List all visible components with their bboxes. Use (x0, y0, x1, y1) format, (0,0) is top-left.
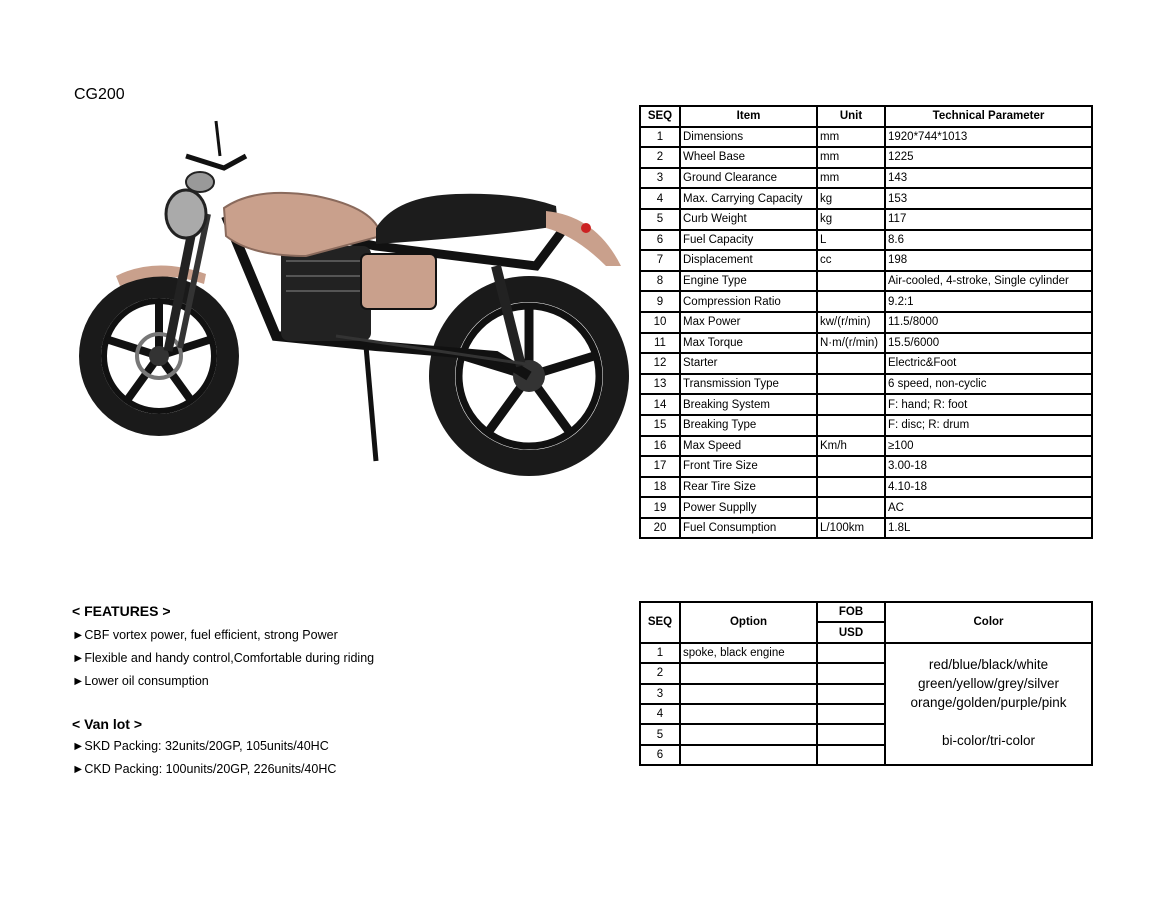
table-row (640, 497, 1092, 518)
table-row (640, 477, 1092, 498)
unit-cell: L (817, 230, 885, 251)
item-cell: Rear Tire Size (680, 477, 817, 498)
van-lot-heading: < Van lot > (72, 716, 143, 732)
parameter-cell: AC (885, 497, 1092, 518)
seq-cell: 16 (640, 436, 680, 457)
front-wheel (79, 276, 239, 436)
table-row (640, 271, 1092, 292)
option-cell (680, 724, 817, 744)
table-row (640, 518, 1092, 539)
table-row (640, 436, 1092, 457)
seq-cell: 14 (640, 394, 680, 415)
seq-cell: 1 (640, 643, 680, 663)
unit-cell: mm (817, 147, 885, 168)
seq-cell: 6 (640, 230, 680, 251)
table-row (640, 353, 1092, 374)
packing-item: ►SKD Packing: 32units/20GP, 105units/40HC (72, 739, 329, 753)
table-row (640, 374, 1092, 395)
parameter-cell: 1225 (885, 147, 1092, 168)
fob-cell (817, 745, 885, 765)
seq-cell: 1 (640, 127, 680, 148)
item-cell: Max Torque (680, 333, 817, 354)
seq-cell: 8 (640, 271, 680, 292)
item-cell: Max Speed (680, 436, 817, 457)
option-cell (680, 745, 817, 765)
item-cell: Front Tire Size (680, 456, 817, 477)
item-cell: Engine Type (680, 271, 817, 292)
item-cell: Transmission Type (680, 374, 817, 395)
seq-cell: 9 (640, 291, 680, 312)
parameter-cell: 15.5/6000 (885, 333, 1092, 354)
seq-cell: 3 (640, 168, 680, 189)
table-row (640, 415, 1092, 436)
color-options-cell (885, 643, 1092, 765)
unit-cell (817, 415, 885, 436)
van-lot-section (72, 716, 336, 781)
unit-cell: cc (817, 250, 885, 271)
option-cell (680, 684, 817, 704)
unit-cell: Km/h (817, 436, 885, 457)
page-title: CG200 (74, 86, 125, 103)
unit-cell (817, 394, 885, 415)
feature-item: ►CBF vortex power, fuel efficient, strong Power (72, 628, 338, 642)
option-table (639, 601, 1093, 766)
parameter-cell: F: disc; R: drum (885, 415, 1092, 436)
column-header-parameter: Technical Parameter (885, 106, 1092, 127)
seq-cell: 10 (640, 312, 680, 333)
table-row (640, 168, 1092, 189)
item-cell: Power Supplly (680, 497, 817, 518)
column-header-seq: SEQ (640, 106, 680, 127)
table-row (640, 230, 1092, 251)
parameter-cell: 6 speed, non-cyclic (885, 374, 1092, 395)
unit-cell (817, 497, 885, 518)
column-header-seq: SEQ (640, 602, 680, 643)
seq-cell: 12 (640, 353, 680, 374)
parameter-cell: 198 (885, 250, 1092, 271)
unit-cell (817, 477, 885, 498)
features-heading: < FEATURES > (72, 603, 171, 619)
unit-cell: L/100km (817, 518, 885, 539)
parameter-cell: 3.00-18 (885, 456, 1092, 477)
option-cell (680, 663, 817, 683)
spec-table (639, 105, 1093, 539)
seq-cell: 5 (640, 209, 680, 230)
unit-cell: kw/(r/min) (817, 312, 885, 333)
fob-cell (817, 724, 885, 744)
seq-cell: 11 (640, 333, 680, 354)
item-cell: Compression Ratio (680, 291, 817, 312)
packing-item: ►CKD Packing: 100units/20GP, 226units/40HC (72, 762, 337, 776)
column-header-unit: Unit (817, 106, 885, 127)
option-cell: spoke, black engine (680, 643, 817, 663)
column-header-usd: USD (817, 622, 885, 642)
unit-cell (817, 374, 885, 395)
table-row (640, 312, 1092, 333)
feature-item: ►Flexible and handy control,Comfortable during riding (72, 651, 375, 665)
unit-cell (817, 456, 885, 477)
table-row (640, 394, 1092, 415)
table-row (640, 209, 1092, 230)
table-row (640, 643, 1092, 663)
seq-cell: 4 (640, 188, 680, 209)
column-header-option: Option (680, 602, 817, 643)
unit-cell (817, 291, 885, 312)
seq-cell: 6 (640, 745, 680, 765)
parameter-cell: 143 (885, 168, 1092, 189)
seq-cell: 17 (640, 456, 680, 477)
seq-cell: 7 (640, 250, 680, 271)
column-header-color: Color (885, 602, 1092, 643)
parameter-cell: Air-cooled, 4-stroke, Single cylinder (885, 271, 1092, 292)
seq-cell: 20 (640, 518, 680, 539)
column-header-fob: FOB (817, 602, 885, 622)
table-row (640, 147, 1092, 168)
item-cell: Breaking Type (680, 415, 817, 436)
parameter-cell: 1920*744*1013 (885, 127, 1092, 148)
item-cell: Wheel Base (680, 147, 817, 168)
features-section (72, 603, 374, 693)
seq-cell: 13 (640, 374, 680, 395)
color-line: bi-color/tri-color (941, 733, 1036, 749)
parameter-cell: 8.6 (885, 230, 1092, 251)
color-line (888, 713, 1089, 732)
seq-cell: 5 (640, 724, 680, 744)
item-cell: Curb Weight (680, 209, 817, 230)
seq-cell: 19 (640, 497, 680, 518)
unit-cell (817, 271, 885, 292)
parameter-cell: F: hand; R: foot (885, 394, 1092, 415)
seq-cell: 2 (640, 663, 680, 683)
fob-cell (817, 663, 885, 683)
table-row (640, 250, 1092, 271)
table-row (640, 333, 1092, 354)
feature-item: ►Lower oil consumption (72, 674, 209, 688)
parameter-cell: ≥100 (885, 436, 1092, 457)
item-cell: Displacement (680, 250, 817, 271)
color-line: orange/golden/purple/pink (910, 695, 1067, 711)
parameter-cell: Electric&Foot (885, 353, 1092, 374)
item-cell: Breaking System (680, 394, 817, 415)
item-cell: Dimensions (680, 127, 817, 148)
unit-cell (817, 353, 885, 374)
unit-cell: kg (817, 209, 885, 230)
fob-cell (817, 704, 885, 724)
parameter-cell: 4.10-18 (885, 477, 1092, 498)
column-header-item: Item (680, 106, 817, 127)
spec-table-header (640, 106, 1092, 127)
seq-cell: 3 (640, 684, 680, 704)
item-cell: Ground Clearance (680, 168, 817, 189)
unit-cell: mm (817, 168, 885, 189)
item-cell: Fuel Consumption (680, 518, 817, 539)
unit-cell: mm (817, 127, 885, 148)
parameter-cell: 11.5/8000 (885, 312, 1092, 333)
parameter-cell: 153 (885, 188, 1092, 209)
color-line: green/yellow/grey/silver (917, 676, 1060, 692)
item-cell: Fuel Capacity (680, 230, 817, 251)
table-row (640, 127, 1092, 148)
fob-cell (817, 643, 885, 663)
option-cell (680, 704, 817, 724)
color-line: red/blue/black/white (928, 657, 1049, 673)
unit-cell: N·m/(r/min) (817, 333, 885, 354)
parameter-cell: 1.8L (885, 518, 1092, 539)
item-cell: Max. Carrying Capacity (680, 188, 817, 209)
parameter-cell: 117 (885, 209, 1092, 230)
parameter-cell: 9.2:1 (885, 291, 1092, 312)
seq-cell: 4 (640, 704, 680, 724)
seq-cell: 15 (640, 415, 680, 436)
table-row (640, 188, 1092, 209)
fob-cell (817, 684, 885, 704)
unit-cell: kg (817, 188, 885, 209)
seq-cell: 18 (640, 477, 680, 498)
table-row (640, 456, 1092, 477)
motorcycle-image (76, 116, 636, 476)
item-cell: Max Power (680, 312, 817, 333)
table-row (640, 291, 1092, 312)
seq-cell: 2 (640, 147, 680, 168)
item-cell: Starter (680, 353, 817, 374)
